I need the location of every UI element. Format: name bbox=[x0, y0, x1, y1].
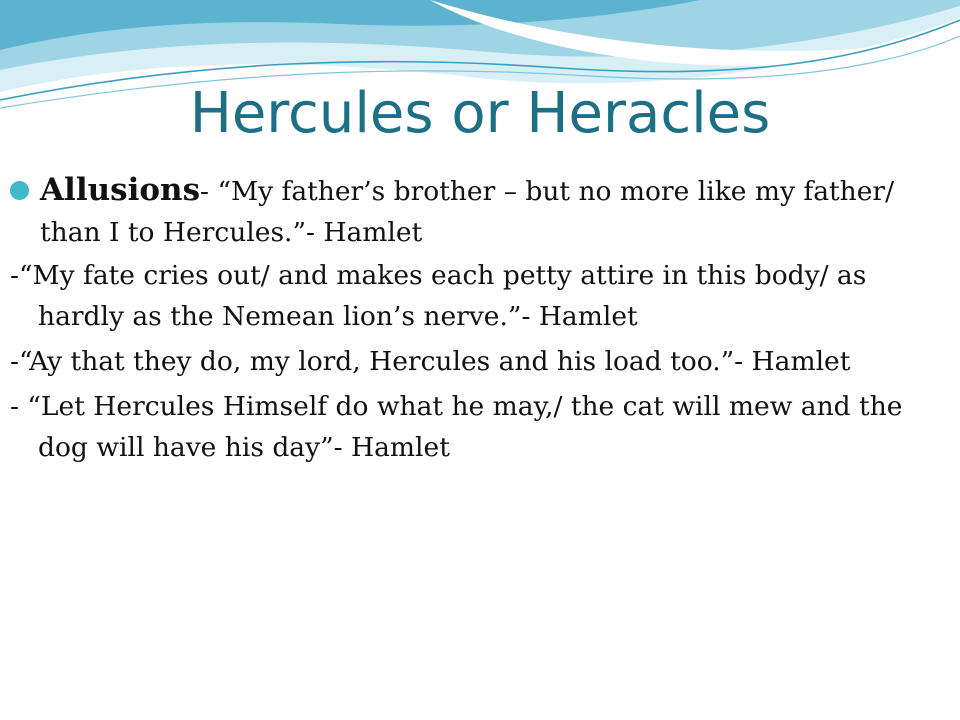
bullet-separator: - bbox=[200, 176, 218, 207]
bullet-text: “My father’s brother – but no more like my father/ than I to Hercules.”- Hamlet bbox=[40, 176, 895, 248]
bullet-dot-icon bbox=[10, 181, 29, 200]
bullet-term: Allusions bbox=[40, 172, 201, 208]
quote-line-3: - “Let Hercules Himself do what he may,/ the cat will mew and the dog will have his day”- Hamlet bbox=[10, 391, 903, 463]
quote-line-2: -“Ay that they do, my lord, Hercules and his load too.”- Hamlet bbox=[10, 346, 851, 377]
quote-line-1: -“My fate cries out/ and makes each petty attire in this body/ as hardly as the Nemean lion’s nerve.”- Hamlet bbox=[10, 260, 867, 332]
slide-title: Hercules or Heracles bbox=[189, 81, 771, 146]
bullet-item-allusions bbox=[10, 170, 945, 253]
slide-body bbox=[10, 170, 945, 472]
